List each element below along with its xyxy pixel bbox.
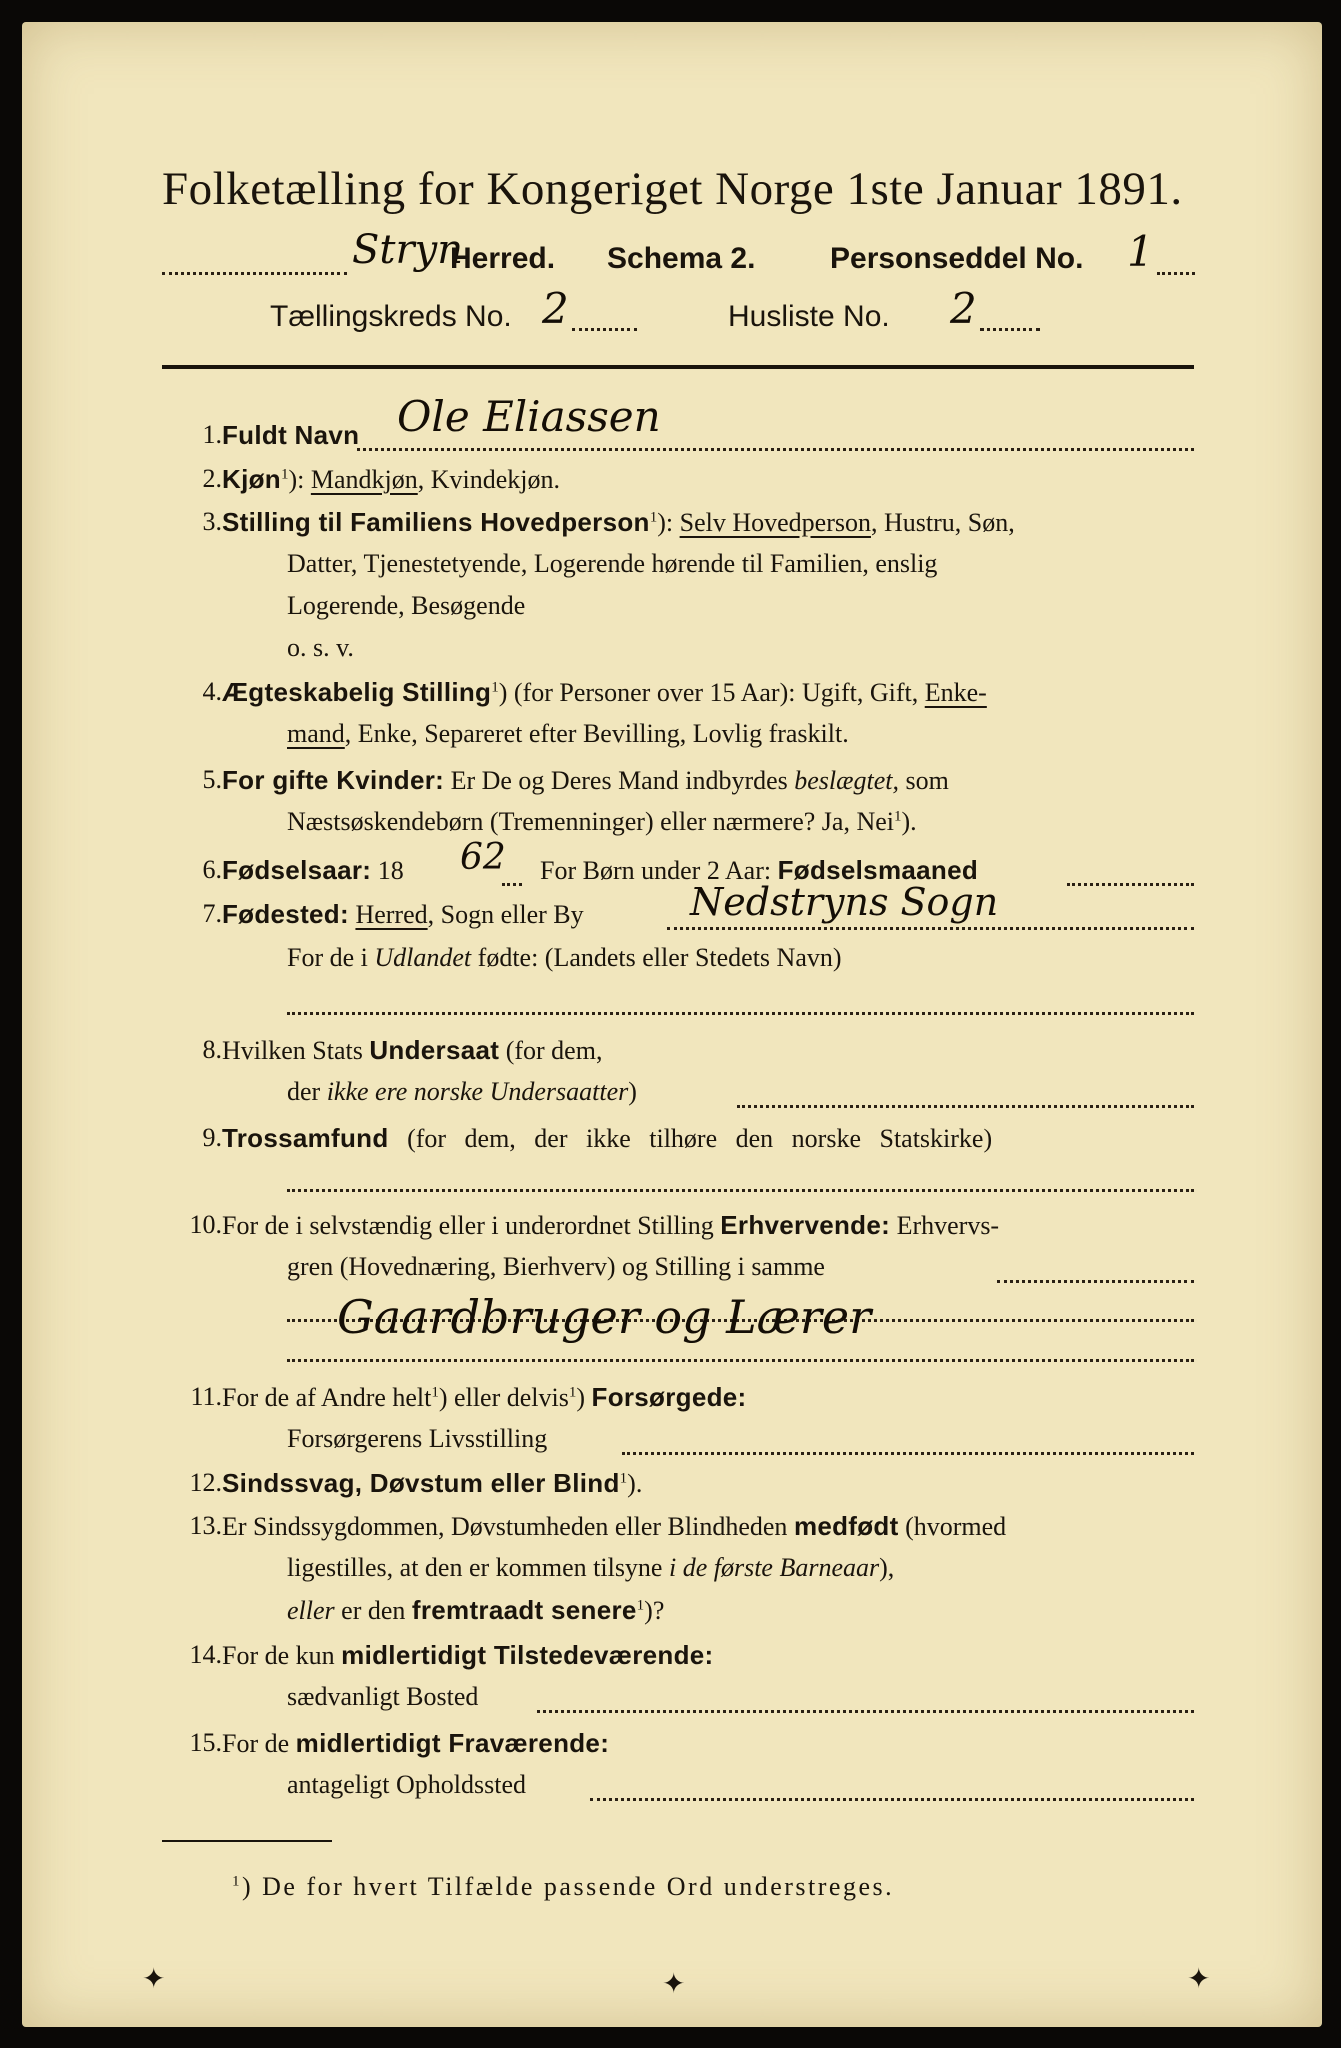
herred-label: Herred. (450, 242, 556, 275)
q2-text: Kjøn$^1$): Mandkjøn, Kvindekjøn. (222, 464, 561, 494)
form-title: Folketælling for Kongeriget Norge 1ste Januar 1891. (162, 163, 1183, 215)
handwritten-name: Ole Eliassen (397, 392, 661, 441)
item-number: 7. (202, 899, 222, 928)
item-number: 12. (189, 1468, 222, 1497)
leader-dots (502, 883, 522, 886)
handwritten-herred: Stryn (352, 227, 463, 273)
q13-line2: ligestilles, at den er kommen tilsyne i de første Barneaar), (287, 1553, 895, 1582)
q3-line4: o. s. v. (287, 633, 354, 662)
item-number: 10. (189, 1210, 222, 1239)
q3-line2: Datter, Tjenestetyende, Logerende hørende til Familien, enslig (287, 549, 938, 578)
item-number: 2. (202, 464, 222, 493)
q5-line1: For gifte Kvinder: Er De og Deres Mand indbyrdes beslægtet, som (222, 765, 949, 795)
leader-dots (357, 448, 1194, 451)
leader-dots (537, 1710, 1194, 1713)
q10-line2: gren (Hovednæring, Bierhverv) og Stilling i samme (287, 1252, 825, 1281)
q15-line2: antageligt Opholdssted (287, 1770, 527, 1799)
q13-line3: eller er den fremtraadt senere$^1$)? (287, 1595, 665, 1625)
item-number: 1. (202, 420, 222, 449)
item-number: 14. (189, 1640, 222, 1669)
leader-dots (622, 1452, 1194, 1455)
q15-line1: For de midlertidigt Fraværende: (222, 1728, 610, 1758)
corner-mark-icon: ✦ (1187, 1962, 1211, 1995)
footnote: $^1$) De for hvert Tilfælde passende Ord understreges. (232, 1872, 895, 1901)
footnote-rule (162, 1840, 332, 1842)
q8-line2: der ikke ere norske Undersaatter) (287, 1077, 637, 1106)
q5-line2: Næstsøskendebørn (Tremenninger) eller nærmere? Ja, Nei$^1$). (287, 807, 917, 836)
husliste-label: Husliste No. (728, 300, 890, 333)
q6-under-two: For Børn under 2 Aar: Fødselsmaaned (540, 855, 979, 885)
item-number: 8. (202, 1035, 222, 1064)
leader-dots (572, 328, 637, 331)
corner-mark-icon: ✦ (142, 1962, 166, 1995)
leader-dots (1157, 272, 1195, 275)
leader-dots (590, 1798, 1194, 1801)
q7-line1: Fødested: Herred, Sogn eller By (222, 899, 584, 929)
leader-dots (162, 272, 347, 275)
q4-line1: Ægteskabelig Stilling$^1$) (for Personer over 15 Aar): Ugift, Gift, Enke- (222, 677, 987, 707)
handwritten-birth-year: 62 (460, 837, 506, 878)
q12-text: Sindssvag, Døvstum eller Blind$^1$). (222, 1468, 643, 1498)
item-number: 5. (202, 765, 222, 794)
leader-dots (287, 1189, 1194, 1192)
personseddel-label: Personseddel No. (830, 242, 1084, 275)
q11-line1: For de af Andre helt$^1$) eller delvis$^1$) Forsørgede: (222, 1382, 747, 1412)
q3-line1: Stilling til Familiens Hovedperson$^1$): Selv Hovedperson, Hustru, Søn, (222, 507, 1015, 537)
item-number: 11. (190, 1382, 222, 1411)
item-number: 13. (189, 1511, 222, 1540)
item-number: 4. (202, 677, 222, 706)
taellingskreds-label: Tællingskreds No. (270, 300, 512, 333)
leader-dots (287, 1012, 1194, 1015)
q1-label: Fuldt Navn (222, 420, 360, 450)
handwritten-husliste-no: 2 (950, 284, 977, 333)
handwritten-occupation: Gaardbruger og Lærer (337, 1290, 872, 1344)
leader-dots (1067, 883, 1194, 886)
header-rule (162, 365, 1194, 369)
q14-line1: For de kun midlertidigt Tilstedeværende: (222, 1640, 714, 1670)
q4-line2: mand, Enke, Separeret efter Bevilling, Lovlig fraskilt. (287, 719, 849, 748)
q14-line2: sædvanligt Bosted (287, 1682, 479, 1711)
leader-dots (997, 1280, 1194, 1283)
q13-line1: Er Sindssygdommen, Døvstumheden eller Blindheden medfødt (hvormed (222, 1511, 1007, 1541)
q9-text: Trossamfund (for dem, der ikke tilhøre den norske Statskirke) (222, 1123, 993, 1153)
census-form (22, 22, 1322, 2027)
q6-label: Fødselsaar: 18 (222, 855, 404, 885)
q7-line2: For de i Udlandet fødte: (Landets eller Stedets Navn) (287, 943, 842, 972)
leader-dots (737, 1105, 1194, 1108)
q10-line1: For de i selvstændig eller i underordnet Stilling Erhvervende: Erhvervs- (222, 1210, 1000, 1240)
item-number: 9. (202, 1123, 222, 1152)
schema-label: Schema 2. (607, 242, 756, 275)
leader-dots (667, 927, 1194, 930)
q8-line1: Hvilken Stats Undersaat (for dem, (222, 1035, 603, 1065)
item-number: 3. (202, 507, 222, 536)
item-number: 15. (189, 1728, 222, 1757)
leader-dots (980, 328, 1040, 331)
q11-line2: Forsørgerens Livsstilling (287, 1424, 548, 1453)
item-number: 6. (202, 855, 222, 884)
handwritten-personseddel-no: 1 (1127, 227, 1154, 276)
center-mark-icon: ✦ (662, 1967, 686, 2000)
handwritten-taellingskreds-no: 2 (542, 284, 569, 333)
handwritten-birthplace: Nedstryns Sogn (690, 880, 999, 924)
q3-line3: Logerende, Besøgende (287, 591, 526, 620)
leader-dots (287, 1359, 1194, 1362)
